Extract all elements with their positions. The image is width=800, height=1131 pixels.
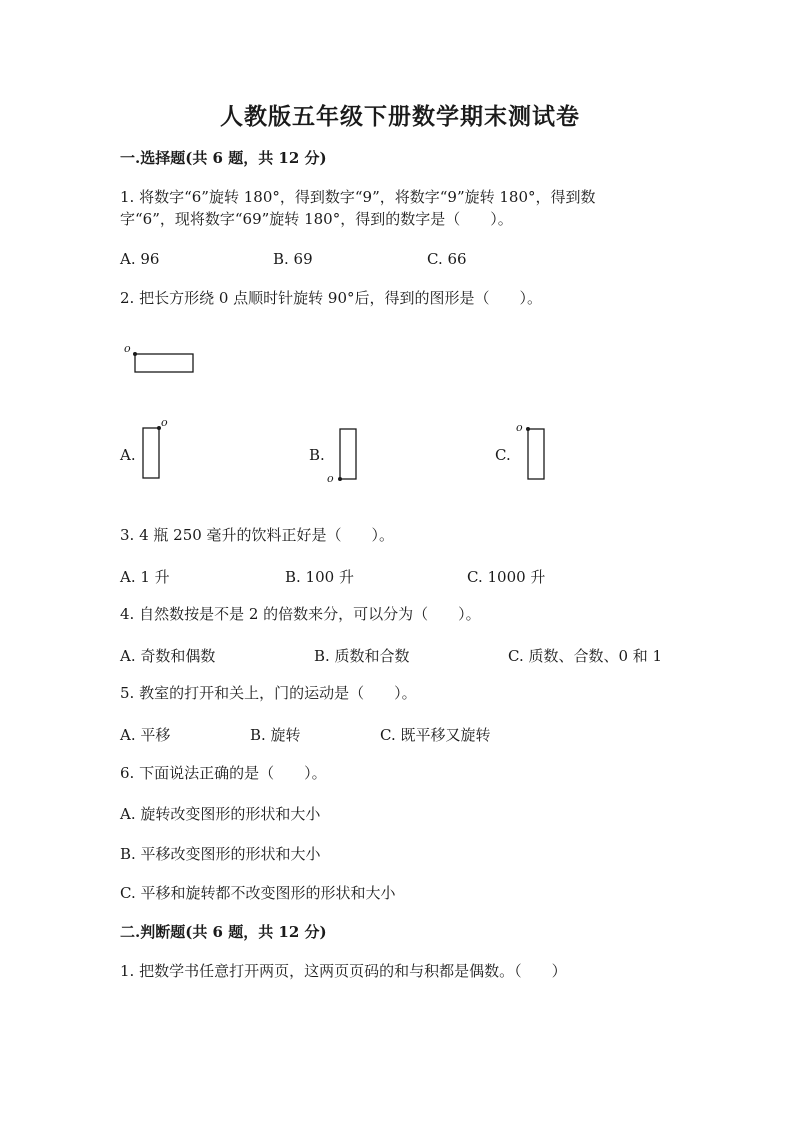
- question-6-option-a: A. 旋转改变图形的形状和大小: [120, 805, 321, 823]
- point-o-label: o: [327, 472, 334, 485]
- question-3-option-b: B. 100 升: [285, 568, 354, 586]
- judgement-question-1-text: 1. 把数学书任意打开两页，这两页页码的和与积都是偶数。（ ）: [120, 962, 567, 980]
- question-6-text: 6. 下面说法正确的是（ ）。: [120, 764, 327, 782]
- question-1-line-1: 1. 将数字“6”旋转 180°，得到数字“9”，将数字“9”旋转 180°，得到数: [120, 188, 596, 206]
- question-1-option-b: B. 69: [273, 250, 313, 268]
- rotation-point: [338, 477, 342, 481]
- point-o-label: o: [161, 416, 168, 429]
- rectangle-shape: [143, 428, 159, 478]
- point-o-label: o: [516, 421, 523, 434]
- rotation-point: [133, 352, 137, 356]
- question-4-option-b: B. 质数和合数: [314, 647, 410, 665]
- question-2-original-rectangle: [118, 338, 208, 378]
- rectangle-shape: [528, 429, 544, 479]
- option-c-rectangle: [512, 418, 552, 488]
- question-3-text: 3. 4 瓶 250 毫升的饮料正好是（ ）。: [120, 526, 395, 544]
- rectangle-shape: [135, 354, 193, 372]
- option-b-rectangle: [322, 420, 362, 490]
- question-4-option-c: C. 质数、合数、0 和 1: [508, 647, 663, 665]
- question-5-option-c: C. 既平移又旋转: [380, 726, 491, 744]
- question-2-option-c: C.: [495, 446, 511, 464]
- question-5-option-a: A. 平移: [120, 726, 171, 744]
- point-o-label: o: [124, 342, 131, 355]
- question-5-text: 5. 教室的打开和关上，门的运动是（ ）。: [120, 684, 417, 702]
- rectangle-shape: [340, 429, 356, 479]
- option-a-rectangle: [138, 414, 178, 484]
- question-4-text: 4. 自然数按是不是 2 的倍数来分，可以分为（ ）。: [120, 605, 481, 623]
- page-title: 人教版五年级下册数学期末测试卷: [220, 103, 580, 130]
- question-2-text: 2. 把长方形绕 0 点顺时针旋转 90°后，得到的图形是（ ）。: [120, 289, 543, 307]
- section-heading-judgement: 二.判断题(共 6 题，共 12 分): [120, 923, 327, 941]
- question-2-option-b: B.: [309, 446, 325, 464]
- question-5-option-b: B. 旋转: [250, 726, 301, 744]
- question-4-option-a: A. 奇数和偶数: [120, 647, 216, 665]
- rotation-point: [526, 427, 530, 431]
- question-6-option-c: C. 平移和旋转都不改变图形的形状和大小: [120, 884, 396, 902]
- question-1-line-2: 字“6”，现将数字“69”旋转 180°，得到的数字是（ ）。: [120, 210, 513, 228]
- question-3-option-a: A. 1 升: [120, 568, 170, 586]
- question-1-option-c: C. 66: [427, 250, 467, 268]
- question-3-option-c: C. 1000 升: [467, 568, 546, 586]
- question-2-option-a: A.: [120, 446, 136, 464]
- section-heading-choice: 一.选择题(共 6 题，共 12 分): [120, 149, 327, 167]
- question-6-option-b: B. 平移改变图形的形状和大小: [120, 845, 321, 863]
- question-1-option-a: A. 96: [120, 250, 160, 268]
